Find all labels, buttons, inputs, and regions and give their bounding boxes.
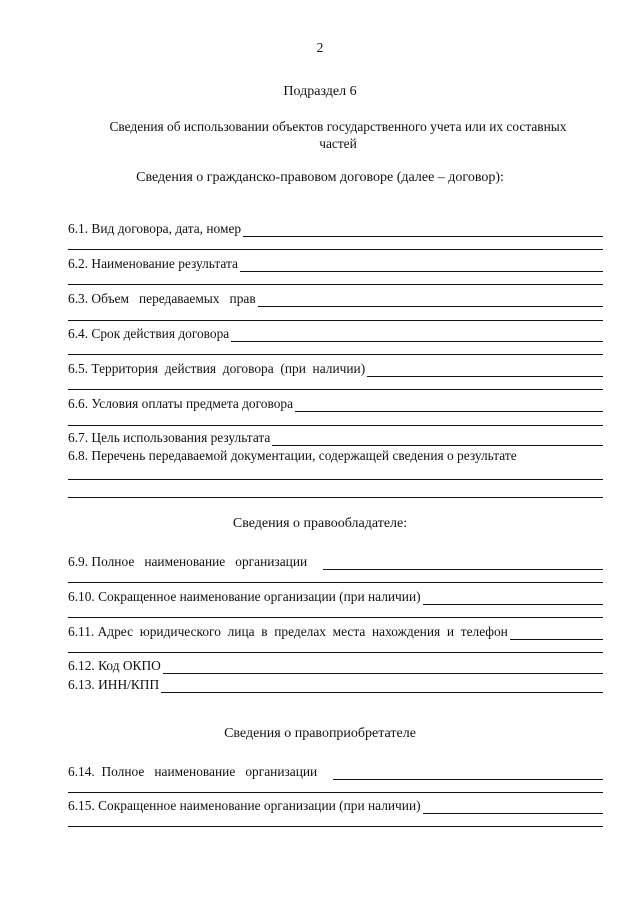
field-label: 6.3. Объем передаваемых прав [68, 291, 256, 306]
field-label: 6.11. Адрес юридического лица в пределах места нахождения и телефон [68, 624, 508, 639]
field-rights-scope[interactable] [68, 289, 603, 307]
fill-line [510, 626, 603, 640]
fill-line [323, 556, 603, 570]
page-number: 2 [316, 40, 324, 55]
fill-line [68, 792, 603, 793]
field-label: 6.4. Срок действия договора [68, 326, 230, 341]
fill-line [68, 479, 603, 480]
field-result-name[interactable] [68, 254, 603, 272]
fill-line [163, 660, 603, 674]
field-territory[interactable] [68, 359, 603, 377]
field-label: 6.6. Условия оплаты предмета договора [68, 396, 294, 411]
field-label: 6.10. Сокращенное наименование организации (при наличии) [68, 589, 421, 604]
section-heading-line2: частей [319, 136, 357, 151]
fill-line [231, 328, 603, 342]
fill-line [240, 258, 603, 272]
field-payment-terms[interactable] [68, 394, 603, 412]
fill-line [295, 398, 603, 412]
section-heading-line1: Сведения об использовании объектов государственного учета или их составных [109, 119, 567, 134]
field-label: 6.1. Вид договора, дата, номер [68, 221, 242, 236]
fill-line [258, 293, 603, 307]
field-usage-purpose[interactable] [68, 428, 603, 446]
field-acquirer-short-name[interactable] [68, 796, 603, 814]
fill-line [68, 389, 603, 390]
fill-line [68, 652, 603, 653]
fill-line [68, 320, 603, 321]
fill-line [272, 432, 603, 446]
fill-line [68, 826, 603, 827]
field-holder-inn-kpp[interactable] [68, 675, 603, 693]
field-holder-okpo[interactable] [68, 656, 603, 674]
fill-line [68, 425, 603, 426]
field-documentation-list[interactable] [68, 446, 603, 464]
field-label: 6.9. Полное наименование организации [68, 554, 308, 569]
field-label: 6.5. Территория действия договора (при наличии) [68, 361, 366, 376]
field-holder-address[interactable] [68, 622, 603, 640]
field-label: 6.12. Код ОКПО [68, 658, 161, 673]
field-acquirer-full-name[interactable] [68, 762, 603, 780]
fill-line [243, 223, 603, 237]
fill-line [68, 249, 603, 250]
field-label: 6.14. Полное наименование организации [68, 764, 318, 779]
field-label: 6.8. Перечень передаваемой документации, содержащей сведения о результате [68, 448, 517, 463]
field-contract-type[interactable] [68, 219, 603, 237]
field-holder-full-name[interactable] [68, 552, 603, 570]
contract-heading: Сведения о гражданско-правовом договоре (далее – договор): [136, 170, 504, 185]
fill-line [161, 679, 603, 693]
field-label: 6.2. Наименование результата [68, 256, 238, 271]
field-label: 6.13. ИНН/КПП [68, 677, 160, 692]
field-label: 6.15. Сокращенное наименование организации (при наличии) [68, 798, 421, 813]
fill-line [68, 582, 603, 583]
field-holder-short-name[interactable] [68, 587, 603, 605]
subsection-title: Подраздел 6 [283, 84, 357, 99]
fill-line [367, 363, 603, 377]
fill-line [423, 800, 603, 814]
fill-line [68, 497, 603, 498]
field-label: 6.7. Цель использования результата [68, 430, 271, 445]
fill-line [68, 284, 603, 285]
fill-line [68, 617, 603, 618]
acquirer-heading: Сведения о правоприобретателе [224, 726, 416, 741]
fill-line [68, 354, 603, 355]
field-contract-term[interactable] [68, 324, 603, 342]
holder-heading: Сведения о правообладателе: [232, 516, 408, 531]
fill-line [333, 766, 603, 780]
fill-line [423, 591, 603, 605]
